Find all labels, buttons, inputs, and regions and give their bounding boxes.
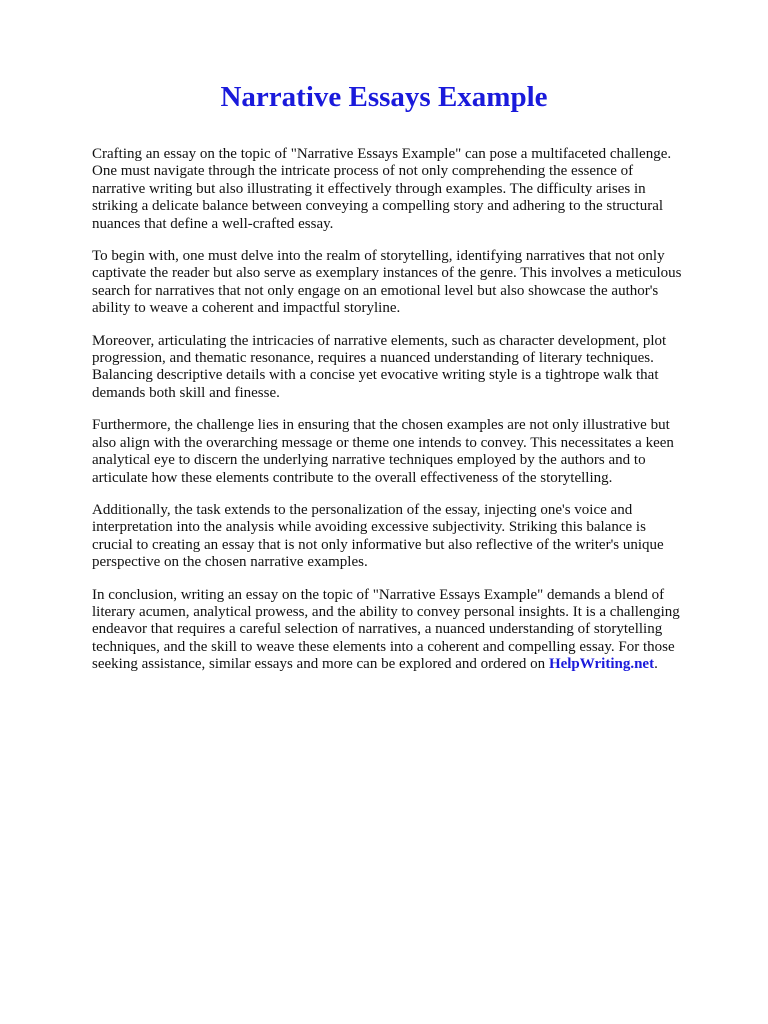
paragraph-conclusion	[92, 587, 682, 674]
conclusion-period: .	[654, 656, 658, 673]
page-title: Narrative Essays Example	[220, 81, 548, 113]
paragraph-examples: Furthermore, the challenge lies in ensuring that the chosen examples are not only illustrative but also align with the overarching message or theme one intends to convey. This necessitates a keen analytical eye to discern the underlying narrative techniques employed by the authors and to articulate how these elements contribute to the overall effectiveness of the storytelling.	[92, 417, 674, 486]
helpwriting-link[interactable]: HelpWriting.net	[548, 656, 655, 673]
paragraph-storytelling: To begin with, one must delve into the realm of storytelling, identifying narratives that not only captivate the reader but also serve as exemplary instances of the genre. This involves a meticulous search for narratives that not only engage on an emotional level but also showcase the author's ability to weave a coherent and impactful storyline.	[92, 248, 682, 317]
essay-body	[92, 146, 682, 689]
conclusion-text: In conclusion, writing an essay on the topic of "Narrative Essays Example" demands a blend of literary acumen, analytical prowess, and the ability to convey personal insights. It is a challenging endeavor that requires a careful selection of narratives, a nuanced understanding of storytelling techniques, and the skill to weave these elements into a coherent and compelling essay. For those seeking assistance, similar essays and more can be explored and ordered on	[92, 586, 680, 673]
paragraph-personalization: Additionally, the task extends to the personalization of the essay, injecting one's voice and interpretation into the analysis while avoiding excessive subjectivity. Striking this balance is crucial to creating an essay that is not only informative but also reflective of the writer's unique perspective on the chosen narrative examples.	[92, 501, 664, 571]
paragraph-narrative-elements: Moreover, articulating the intricacies of narrative elements, such as character development, plot progression, and thematic resonance, requires a nuanced understanding of literary techniques. Balancing descriptive details with a concise yet evocative writing style is a tightrope walk that demands both skill and finesse.	[92, 332, 667, 401]
paragraph-intro: Crafting an essay on the topic of "Narrative Essays Example" can pose a multifaceted challenge. One must navigate through the intricate process of not only comprehending the essence of narrative writing but also illustrating it effectively through examples. The difficulty arises in striking a delicate balance between conveying a compelling story and adhering to the structural nuances that define a well-crafted essay.	[92, 146, 672, 232]
